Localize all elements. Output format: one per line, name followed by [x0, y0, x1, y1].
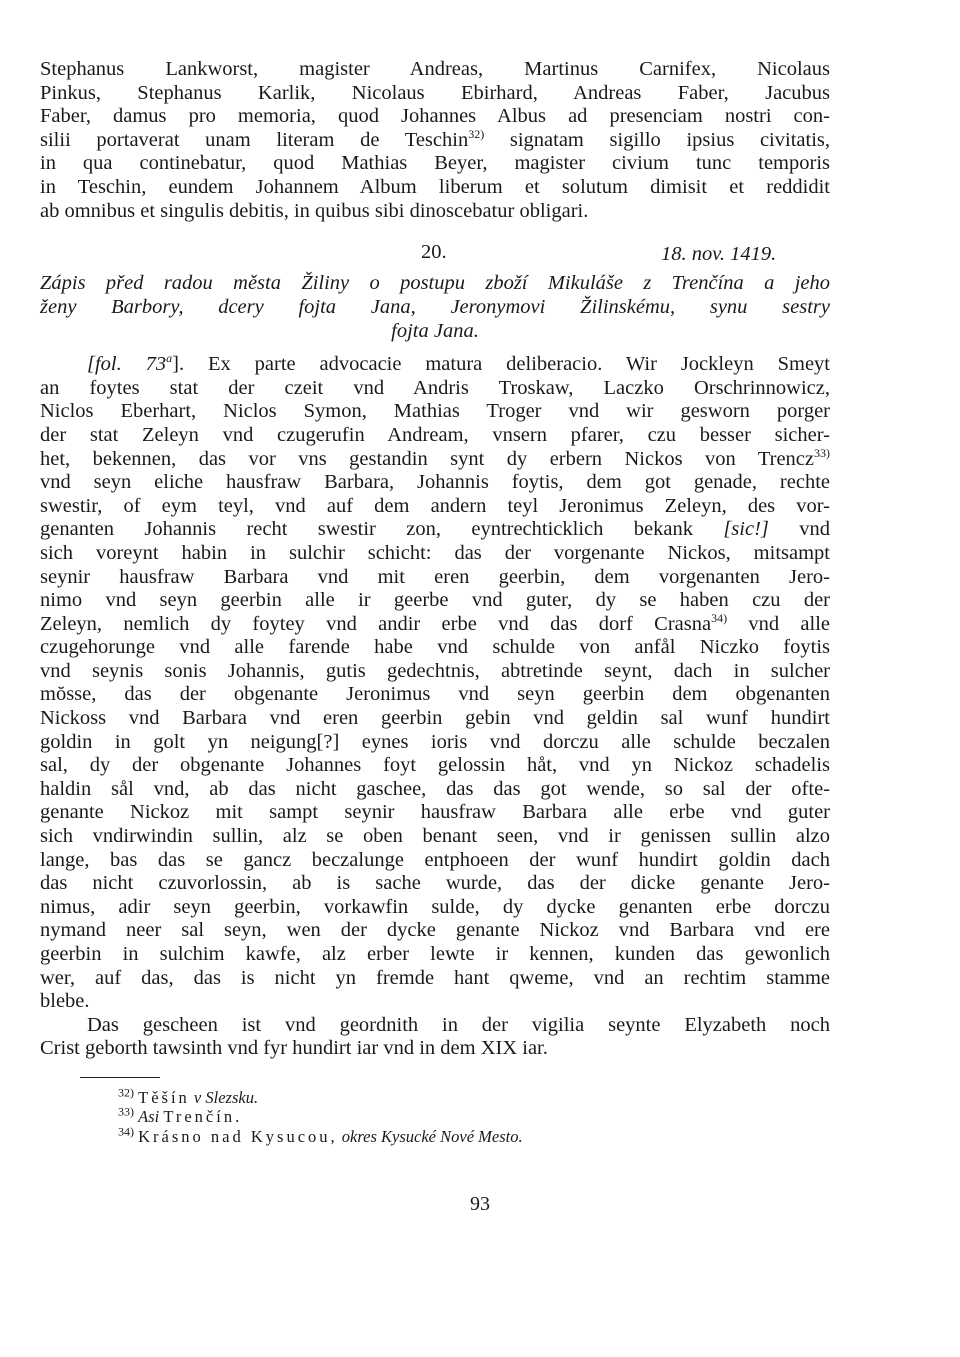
- document-number: 20.: [421, 241, 447, 264]
- text-line: ab omnibus et singulis debitis, in quibus sibi dinoscebatur obligari.: [40, 199, 589, 222]
- footnote-mark: 34): [118, 1124, 134, 1139]
- text-line: der stat Zeleyn vnd czugerufin Andream, vnsern pfarer, czu besser sicher-: [40, 423, 830, 446]
- text-line: Crist geborth tawsinth vnd fyr hundirt iar vnd in dem XIX iar.: [40, 1037, 548, 1060]
- regest-line: fojta Jana.: [391, 320, 479, 343]
- regest-line: Zápis před radou města Žiliny o postupu zboží Mikuláše z Trenčína a jeho: [40, 272, 830, 295]
- text-line: vnd seyn eliche hausfraw Barbara, Johannis foytis, dem got genade, rechte: [40, 471, 830, 494]
- text-line: an foytes stat der czeit vnd Andris Troskaw, Laczko Orschrinnowicz,: [40, 376, 830, 399]
- footnote-place: Krásno nad Kysucou,: [138, 1126, 338, 1146]
- sic-mark: [sic!]: [723, 518, 769, 541]
- footnote-place: Těšín: [138, 1087, 190, 1107]
- page-number: 93: [470, 1193, 490, 1215]
- text-line: sich voreynt habin in sulchir schicht: das der vorgenante Nickos, mitsampt: [40, 541, 830, 564]
- document-heading: [40, 241, 830, 269]
- footnote-33: [118, 1104, 830, 1127]
- footnote-ref-33[interactable]: 33): [814, 445, 830, 460]
- footnote-mark: 32): [118, 1085, 134, 1100]
- text-line: vnd seynis sonis Johannis, gutis gedechtnis, abtretinde seynt, dach in sulcher: [40, 659, 830, 682]
- text-line: lange, bas das se gancz beczalunge entphoeen der wunf hundirt goldin dach: [40, 848, 830, 871]
- text-line: seynir hausfraw Barbara vnd mit eren geerbin, dem vorgenanten Jero-: [40, 565, 830, 588]
- footnote-ref-32[interactable]: 32): [468, 126, 485, 141]
- page-content: [40, 58, 830, 1146]
- text-line: [40, 518, 830, 542]
- text-line: mŏsse, das der obgenante Jeronimus vnd seyn geerbin dem obgenanten: [40, 683, 830, 706]
- text-fragment: ].: [172, 353, 185, 376]
- text-fragment: Zeleyn, nemlich dy foytey vnd andir erbe vnd das dorf Crasna: [40, 612, 712, 635]
- text-line: nimus, adir seyn geerbin, vorkawfin sulde, dy dycke genanten erbe dorczu: [40, 895, 830, 918]
- footnote-note: v Slezsku.: [193, 1087, 259, 1107]
- text-line: in Teschin, eundem Johannem Album liberum et solutum dimisit et reddidit: [40, 175, 830, 198]
- text-line: Nickoss vnd Barbara vnd eren geerbin gebin vnd geldin sal wunf hundirt: [40, 707, 830, 730]
- text-line: Stephanus Lankworst, magister Andreas, Martinus Carnifex, Nicolaus: [40, 58, 830, 80]
- text-line: blebe.: [40, 990, 90, 1013]
- text-fragment: Ex parte advocacie matura deliberacio. Wir Jockleyn Smeyt: [184, 353, 830, 376]
- text-line: haldin sål vnd, ab das nicht gaschee, das das got wende, so sal der ofte-: [40, 777, 830, 800]
- footnote-ref-34[interactable]: 34): [711, 610, 728, 625]
- footnotes: [118, 1085, 830, 1147]
- text-fragment: silii portaverat unam literam de Teschin: [40, 128, 469, 151]
- footnote-place: Trenčín.: [163, 1107, 243, 1127]
- folio-ref: [87, 353, 172, 375]
- text-line: nimo vnd seyn geerbin alle ir geerbe vnd guter, dy se haben czu der: [40, 589, 830, 612]
- text-fragment: signatam sigillo ipsius civitatis,: [484, 128, 830, 151]
- text-line: nymand neer sal seyn, wen der dycke genante Nickoz vnd Barbara vnd ere: [40, 919, 830, 942]
- text-fragment: het, bekennen, das vor vns gestandin synt dy erbern Nickos von Trencz: [40, 447, 814, 470]
- text-line: goldin in golt yn neigung[?] eynes ioris vnd dorczu alle schulde beczalen: [40, 730, 830, 753]
- text-line: sich vndirwindin sullin, alz se oben benant seen, vnd ir genissen sullin alzo: [40, 825, 830, 848]
- text-line: sal, dy der obgenante Johannes foyt gelossin håt, vnd yn Nickoz schadelis: [40, 754, 830, 777]
- regest-line: ženy Barbory, dcery fojta Jana, Jeronymovi Žilinskému, synu sestry: [40, 296, 830, 319]
- text-line: czugehorunge vnd alle farende habe vnd schulde von anfål Niczko foytis: [40, 636, 830, 659]
- text-fragment: a: [166, 351, 173, 366]
- text-line: genante Nickoz mit sampt seynir hausfraw Barbara alle erbe vnd guter: [40, 801, 830, 824]
- intro-paragraph: [40, 58, 830, 223]
- footnote-divider: [80, 1077, 160, 1078]
- closing-paragraph: [40, 1014, 830, 1061]
- text-line: [40, 353, 830, 377]
- footnote-32: [118, 1085, 830, 1108]
- footnote-note: okres Kysucké Nové Mesto.: [341, 1126, 523, 1146]
- text-fragment: genanten Johannis recht swestir zon, eyntrechticklich bekank: [40, 518, 724, 541]
- body-paragraph: [40, 353, 830, 1014]
- text-line: geerbin in sulchim kawfe, alz erber lewte ir kennen, kunden das gewonlich: [40, 943, 830, 965]
- footnote-34: [118, 1124, 830, 1147]
- text-line: [40, 445, 830, 472]
- text-line: [40, 610, 831, 637]
- text-line: swestir, of eym teyl, vnd auf dem andern teyl Jeronimus Zeleyn, des vor-: [40, 494, 830, 517]
- text-line: Pinkus, Stephanus Karlik, Nicolaus Ebirhard, Andreas Faber, Jacubus: [40, 81, 830, 104]
- text-fragment: vnd alle: [727, 612, 831, 635]
- text-line: Faber, damus pro memoria, quod Johannes Albus ad presenciam nostri con-: [40, 105, 830, 128]
- text-line: das nicht czuvorlossin, ab is sache wurde, das der dicke genante Jero-: [40, 872, 830, 895]
- text-line: [40, 126, 830, 153]
- text-fragment: [fol. 73: [87, 353, 167, 376]
- text-line: wer, auf das, das is nicht yn fremde hant qweme, vnd an rechtim stamme: [40, 966, 830, 989]
- document-date: 18. nov. 1419.: [661, 243, 777, 266]
- text-line: Niclos Eberhart, Niclos Symon, Mathias Troger vnd wir gesworn porger: [40, 400, 830, 423]
- regest-summary: [40, 271, 830, 343]
- footnote-prefix: Asi: [138, 1107, 160, 1127]
- text-line: Das gescheen ist vnd geordnith in der vigilia seynte Elyzabeth noch: [87, 1013, 830, 1036]
- text-fragment: vnd: [768, 518, 831, 541]
- text-line: in qua continebatur, quod Mathias Beyer, magister civium tunc temporis: [40, 152, 830, 175]
- footnote-mark: 33): [118, 1104, 134, 1119]
